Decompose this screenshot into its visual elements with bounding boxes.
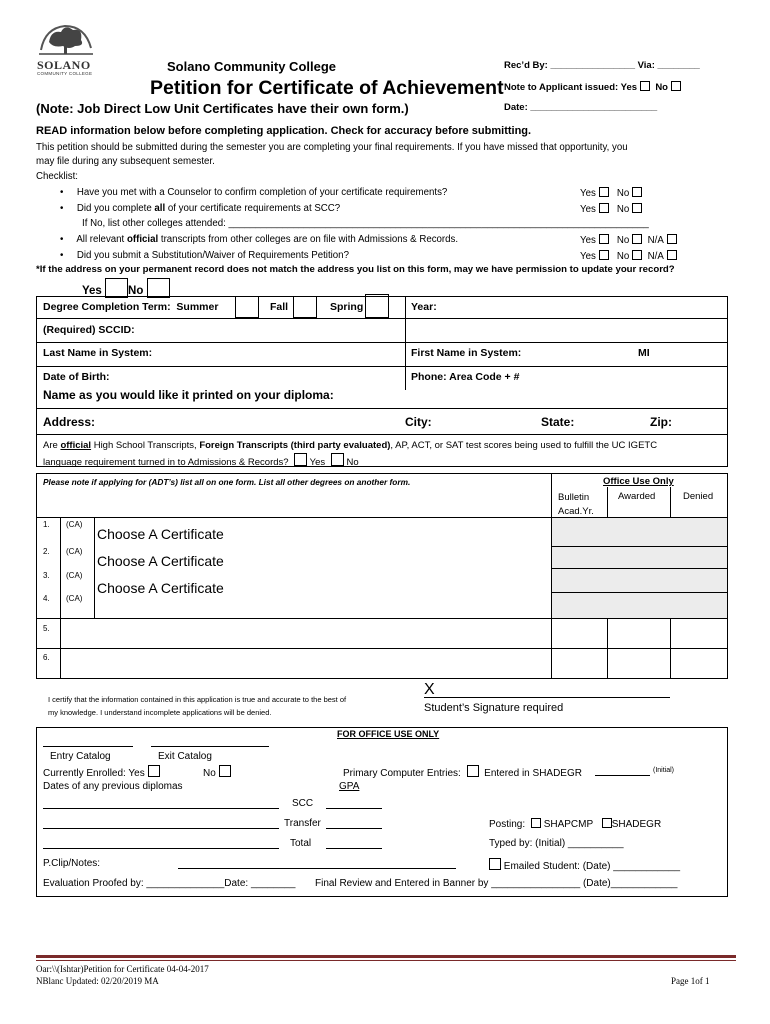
- cert-row-3-ca: (CA): [66, 571, 83, 580]
- denied-header: Denied: [683, 491, 714, 502]
- signature-label: Student’s Signature required: [424, 702, 564, 714]
- enrolled-no-row: [203, 765, 231, 779]
- q2-text-a: Did you complete: [76, 203, 155, 214]
- gpa-label: GPA: [339, 781, 360, 792]
- q3-no-label: No: [616, 235, 630, 246]
- posting-shadegr-label: SHADEGR: [611, 819, 662, 830]
- checklist-q1-options: [580, 187, 642, 199]
- checklist-item-waiver: • Did you submit a Substitution/Waiver of Requirements Petition?: [60, 250, 349, 261]
- oak-tree-icon: [35, 20, 97, 56]
- q1-no-label: No: [616, 188, 630, 199]
- emailed-student-checkbox[interactable]: [489, 858, 501, 870]
- year-label[interactable]: Year:: [411, 301, 437, 313]
- enrolled-no-label: No: [203, 768, 216, 779]
- diploma-line-2[interactable]: [43, 828, 279, 829]
- note-to-applicant: [504, 81, 681, 93]
- q2-text-b: all: [154, 203, 166, 214]
- note-to-applicant-label: Note to Applicant issued: Yes: [504, 82, 638, 93]
- diploma-line-3[interactable]: [43, 848, 279, 849]
- degree-term-label: Degree Completion Term:: [43, 301, 171, 313]
- hs-text-c: High School Transcripts,: [91, 440, 200, 451]
- mi-field[interactable]: MI: [638, 347, 650, 359]
- q3-text-b: official: [126, 234, 159, 245]
- city-field[interactable]: City:: [405, 415, 432, 429]
- certify-line-1: I certify that the information contained in this application is true and accurate to the best of: [48, 695, 347, 704]
- cert-row-6-num: 6.: [43, 653, 50, 662]
- footer-updated: NBlanc Updated: 02/20/2019 MA: [36, 976, 159, 986]
- checklist-q2-options: [580, 203, 642, 215]
- spring-checkbox[interactable]: [365, 294, 389, 318]
- hs-transcripts-question: [43, 439, 657, 470]
- hs-text-d: Foreign Transcripts (third party evaluated): [199, 440, 391, 451]
- sccid-field[interactable]: (Required) SCCID:: [43, 324, 135, 336]
- emailed-student-row: [489, 858, 680, 872]
- currently-enrolled-label: Currently Enrolled: Yes: [43, 768, 145, 779]
- q1-yes-checkbox[interactable]: [599, 187, 609, 197]
- cert-row-1-num: 1.: [43, 520, 50, 529]
- certificate-dropdown-2[interactable]: Choose A Certificate: [97, 553, 224, 569]
- footer-page-number: Page 1of 1: [671, 976, 710, 986]
- total-line[interactable]: [326, 848, 382, 849]
- q2-text-c: of your certificate requirements at SCC?: [165, 203, 341, 214]
- shapcmp-label: SHAPCMP: [543, 819, 594, 830]
- enrolled-no-checkbox[interactable]: [219, 765, 231, 777]
- footer-path: Oar:\\(Ishtar)Petition for Certificate 04-04-2017: [36, 964, 209, 974]
- q2-yes-label: Yes: [580, 204, 596, 215]
- transfer-line[interactable]: [326, 828, 382, 829]
- q3-yes-checkbox[interactable]: [599, 234, 609, 244]
- diploma-line-1[interactable]: [43, 808, 279, 809]
- address-permission-question: *If the address on your permanent record does not match the address you list on this form, may we have permission to update your record?: [36, 264, 675, 275]
- office-date: Date: ________________________: [504, 102, 658, 113]
- q4-yes-label: Yes: [580, 251, 596, 262]
- final-review-field[interactable]: Final Review and Entered in Banner by ________________ (Date)____________: [315, 878, 678, 889]
- acad-yr-label: Acad.Yr.: [558, 506, 594, 517]
- checklist-q4-options: [580, 250, 677, 262]
- instructions-line-1: This petition should be submitted during the semester you are completing your final requirements. If you have missed that opportunity, you: [36, 142, 628, 153]
- q4-yes-checkbox[interactable]: [599, 250, 609, 260]
- q4-na-checkbox[interactable]: [667, 250, 677, 260]
- instructions-line-2: may file during any subsequent semester.: [36, 156, 215, 167]
- cert-row-4-ca: (CA): [66, 594, 83, 603]
- certificate-dropdown-1[interactable]: Choose A Certificate: [97, 526, 224, 542]
- dob-field[interactable]: Date of Birth:: [43, 371, 110, 383]
- certificate-dropdown-3[interactable]: Choose A Certificate: [97, 580, 224, 596]
- posting-label: Posting:: [489, 819, 526, 830]
- primary-entries-row: [343, 765, 582, 779]
- shapcmp-checkbox[interactable]: [531, 818, 541, 828]
- other-colleges-field[interactable]: If No, list other colleges attended: ______________________________________________________________________________: [82, 218, 649, 229]
- note-applicant-no-label: No: [655, 82, 668, 93]
- hs-yes-label: Yes: [309, 457, 326, 468]
- state-field[interactable]: State:: [541, 415, 575, 429]
- office-use-title: FOR OFFICE USE ONLY: [337, 729, 440, 739]
- spring-label: Spring: [330, 301, 364, 313]
- pclip-notes-line[interactable]: [178, 868, 456, 869]
- entry-catalog-label: Entry Catalog: [50, 751, 111, 762]
- emailed-student-label: Emailed Student: (Date) ____________: [503, 861, 681, 872]
- hs-no-label: No: [346, 457, 359, 468]
- address-no-checkbox[interactable]: [147, 278, 170, 298]
- checklist-item-scc: • Did you complete all of your certificate requirements at SCC?: [60, 203, 341, 214]
- checklist-item-counselor: • Have you met with a Counselor to confirm completion of your certificate requirements?: [60, 187, 448, 198]
- hs-text-e: , AP, ACT, or SAT test scores being used to fulfill the UC IGETC: [390, 440, 658, 451]
- summer-checkbox[interactable]: [235, 296, 259, 318]
- college-name: Solano Community College: [167, 59, 337, 74]
- diploma-name-field[interactable]: Name as you would like it printed on your diploma:: [43, 388, 334, 402]
- primary-entries-label: Primary Computer Entries:: [343, 768, 461, 779]
- note-applicant-yes-checkbox[interactable]: [640, 81, 650, 91]
- scc-line[interactable]: [326, 808, 382, 809]
- college-logo: [35, 20, 97, 76]
- q4-na-label: N/A: [647, 251, 664, 262]
- logo-subtitle: COMMUNITY COLLEGE: [37, 71, 93, 76]
- summer-label: Summer: [176, 301, 219, 313]
- job-direct-note: (Note: Job Direct Low Unit Certificates have their own form.): [36, 101, 409, 116]
- posting-shadegr-checkbox[interactable]: [602, 818, 612, 828]
- hs-no-checkbox[interactable]: [331, 453, 344, 466]
- scc-label: SCC: [292, 798, 314, 809]
- address-yes-checkbox[interactable]: [105, 278, 128, 298]
- certify-line-2: my knowledge. I understand incomplete applications will be denied.: [48, 708, 272, 717]
- address-field[interactable]: Address:: [43, 415, 96, 429]
- posting-row: [489, 818, 661, 830]
- typed-by-field[interactable]: Typed by: (Initial) __________: [489, 838, 624, 849]
- cert-row-1-ca: (CA): [66, 520, 83, 529]
- phone-field[interactable]: Phone: Area Code + #: [411, 371, 520, 383]
- evaluation-proofed-field[interactable]: Evaluation Proofed by: ______________Date: ________: [43, 878, 296, 889]
- prev-diplomas-label: Dates of any previous diplomas: [43, 781, 183, 792]
- awarded-header: Awarded: [618, 491, 656, 502]
- cert-row-3-num: 3.: [43, 571, 50, 580]
- checklist-label: Checklist:: [36, 171, 78, 182]
- q3-na-label: N/A: [647, 235, 664, 246]
- initial-label: (Initial): [653, 767, 675, 774]
- address-permission-options: [82, 278, 170, 298]
- cert-row-2-ca: (CA): [66, 547, 83, 556]
- signature-line[interactable]: [424, 697, 670, 698]
- degree-term-row: [43, 301, 218, 313]
- q1-yes-label: Yes: [580, 188, 596, 199]
- checklist-item-transcripts: • All relevant official transcripts from other colleges are on file with Admissions & Records.: [60, 234, 459, 245]
- office-use-only-label: Office Use Only: [603, 476, 674, 487]
- cert-row-2-num: 2.: [43, 547, 50, 556]
- entered-shadegr-label: Entered in SHADEGR: [484, 768, 582, 779]
- note-applicant-no-checkbox[interactable]: [671, 81, 681, 91]
- cert-row-4-num: 4.: [43, 594, 50, 603]
- certify-statement: [48, 693, 346, 719]
- hs-text-line2: language requirement turned in to Admissions & Records?: [43, 457, 289, 468]
- q4-text: Did you submit a Substitution/Waiver of Requirements Petition?: [76, 250, 349, 261]
- bulletin-header: [558, 491, 594, 519]
- address-yes-label: Yes: [82, 285, 102, 297]
- shadegr-checkbox[interactable]: [467, 765, 479, 777]
- checklist-q1-text: Have you met with a Counselor to confirm completion of your certificate requirements?: [76, 187, 448, 198]
- signature-x: X: [424, 681, 435, 698]
- zip-field[interactable]: Zip:: [650, 415, 672, 429]
- last-name-field[interactable]: Last Name in System:: [43, 347, 153, 359]
- transfer-label: Transfer: [284, 818, 321, 829]
- exit-catalog-label: Exit Catalog: [158, 751, 212, 762]
- first-name-field[interactable]: First Name in System:: [411, 347, 522, 359]
- enrolled-yes-checkbox[interactable]: [148, 765, 160, 777]
- logo-name: SOLANO: [37, 58, 91, 72]
- hs-text-b: official: [60, 440, 92, 451]
- hs-yes-checkbox[interactable]: [294, 453, 307, 466]
- q3-text-c: transcripts from other colleges are on file with Admissions & Records.: [158, 234, 459, 245]
- address-no-label: No: [128, 285, 144, 297]
- q1-no-checkbox[interactable]: [632, 187, 642, 197]
- total-label: Total: [290, 838, 312, 849]
- fall-checkbox[interactable]: [293, 296, 317, 318]
- q4-no-checkbox[interactable]: [632, 250, 642, 260]
- checklist-q3-options: [580, 234, 677, 246]
- q3-no-checkbox[interactable]: [632, 234, 642, 244]
- hs-text-a: Are: [43, 440, 61, 451]
- q2-no-checkbox[interactable]: [632, 203, 642, 213]
- recd-by: Rec’d By: ________________ Via: ________: [504, 60, 700, 71]
- read-instructions: READ information below before completing application. Check for accuracy before submitting.: [36, 125, 532, 137]
- bulletin-label: Bulletin: [558, 492, 590, 503]
- q3-text-a: All relevant: [76, 234, 127, 245]
- adt-note: Please note if applying for (ADT’s) list all on one form. List all other degrees on another form.: [43, 477, 411, 487]
- q2-no-label: No: [616, 204, 630, 215]
- page-title: Petition for Certificate of Achievement: [150, 77, 504, 99]
- pclip-notes-label: P.Clip/Notes:: [43, 858, 101, 869]
- q3-na-checkbox[interactable]: [667, 234, 677, 244]
- q2-yes-checkbox[interactable]: [599, 203, 609, 213]
- currently-enrolled-row: [43, 765, 160, 779]
- fall-label: Fall: [270, 301, 289, 313]
- q3-yes-label: Yes: [580, 235, 596, 246]
- cert-row-5-num: 5.: [43, 624, 50, 633]
- q4-no-label: No: [616, 251, 630, 262]
